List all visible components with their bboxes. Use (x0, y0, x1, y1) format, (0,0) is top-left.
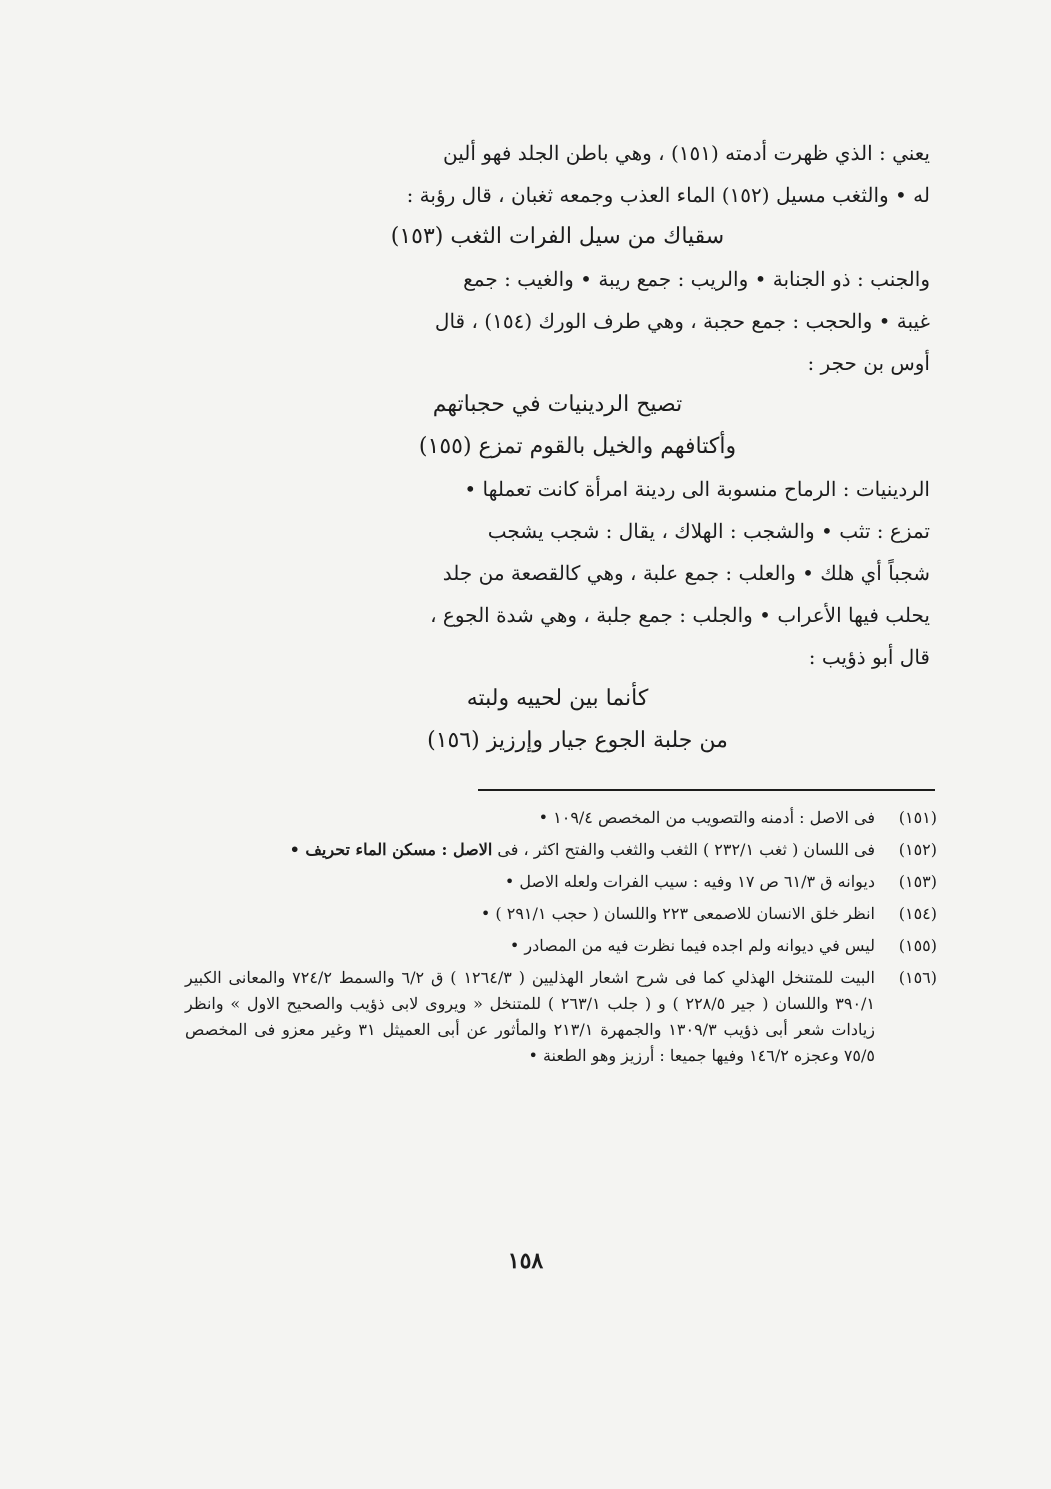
footnote-text: البيت للمتنخل الهذلي كما فى شرح اشعار الهذليين ( ١٢٦٤/٣ ) ق ٦/٢ والسمط ٧٢٤/٢ والمعانى الكبير ٣٩٠/١ واللسان ( جير ٢٢٨/٥ ) و ( جلب ٢٦٣/١ ) للمتنخل « ويروى لابى ذؤيب والصحيح الاول » وانظر زيادات شعر أبى ذؤيب ١٣٠٩/٣ والجمهرة ٢١٣/١ والمأثور عن أبى العميثل ٣١ وغير معزو فى المخصص ٧٥/٥ وعجزه ١٤٦/٢ وفيها جميعا : أرزيز وهو الطعنة • (185, 968, 876, 1065)
text-line: أوس بن حجر : (807, 351, 930, 375)
text-line: قال أبو ذؤيب : (808, 645, 930, 669)
footnote-number: (١٥٦) (898, 968, 937, 987)
footnote-text: ديوانه ق ٦١/٣ ص ١٧ وفيه : سيب الفرات ولعله الاصل • (504, 872, 875, 891)
footnote-divider (478, 789, 935, 791)
footnote (185, 837, 937, 863)
text-line: غيبة • والحجب : جمع حجبة ، وهي طرف الورك (١٥٤) ، قال (434, 309, 930, 333)
footnotes (185, 805, 937, 1075)
main-text (185, 132, 930, 762)
text-line: الردينيات : الرماح منسوبة الى ردينة امرأة كانت تعملها • (464, 477, 930, 501)
footnote-number: (١٥١) (898, 808, 937, 827)
footnote-number: (١٥٣) (898, 872, 937, 891)
verse-line: كأنما بين لحييه ولبته (466, 686, 649, 711)
footnote-bold: الاصل : مسكن الماء تحريف • (289, 840, 493, 859)
page-number: ١٥٨ (507, 1248, 544, 1274)
footnote-text: فى اللسان ( ثغب ٢٣٢/١ ) الثغب والثغب والفتح اكثر ، فى الاصل : مسكن الماء تحريف • (289, 840, 875, 859)
text-line: شجباً أي هلك • والعلب : جمع علبة ، وهي كالقصعة من جلد (442, 561, 930, 585)
verse-line: تصيح الردينيات في حجباتهم (432, 392, 683, 417)
verse-line: سقياك من سيل الفرات الثغب (١٥٣) (390, 224, 725, 249)
verse-line: من جلبة الجوع جيار وإرزيز (١٥٦) (427, 728, 728, 753)
text-line: والجنب : ذو الجنابة • والريب : جمع ريبة • والغيب : جمع (463, 267, 930, 291)
footnote-number: (١٥٥) (898, 936, 937, 955)
footnote-number: (١٥٤) (898, 904, 937, 923)
verse-line: وأكتافهم والخيل بالقوم تمزع (١٥٥) (418, 434, 737, 459)
footnote-number: (١٥٢) (898, 840, 937, 859)
text-line: له • والثغب مسيل (١٥٢) الماء العذب وجمعه ثغبان ، قال رؤبة : (406, 183, 930, 207)
footnote (185, 805, 937, 831)
text-line: يعني : الذي ظهرت أدمته (١٥١) ، وهي باطن الجلد فهو ألين (443, 141, 930, 165)
footnote-text: ليس في ديوانه ولم اجده فيما نظرت فيه من المصادر • (509, 936, 875, 955)
footnote (185, 901, 937, 927)
footnote-text: انظر خلق الانسان للاصمعى ٢٢٣ واللسان ( حجب ٢٩١/١ ) • (480, 904, 875, 923)
text-line: يحلب فيها الأعراب • والجلب : جمع جلبة ، وهي شدة الجوع ، (430, 603, 930, 627)
footnote-text: فى الاصل : أدمنه والتصويب من المخصص ١٠٩/٤ • (538, 808, 875, 827)
text-line: تمزع : تثب • والشجب : الهلاك ، يقال : شجب يشجب (487, 519, 930, 543)
footnote (185, 933, 937, 959)
footnote (185, 869, 937, 895)
footnote (185, 965, 937, 1069)
